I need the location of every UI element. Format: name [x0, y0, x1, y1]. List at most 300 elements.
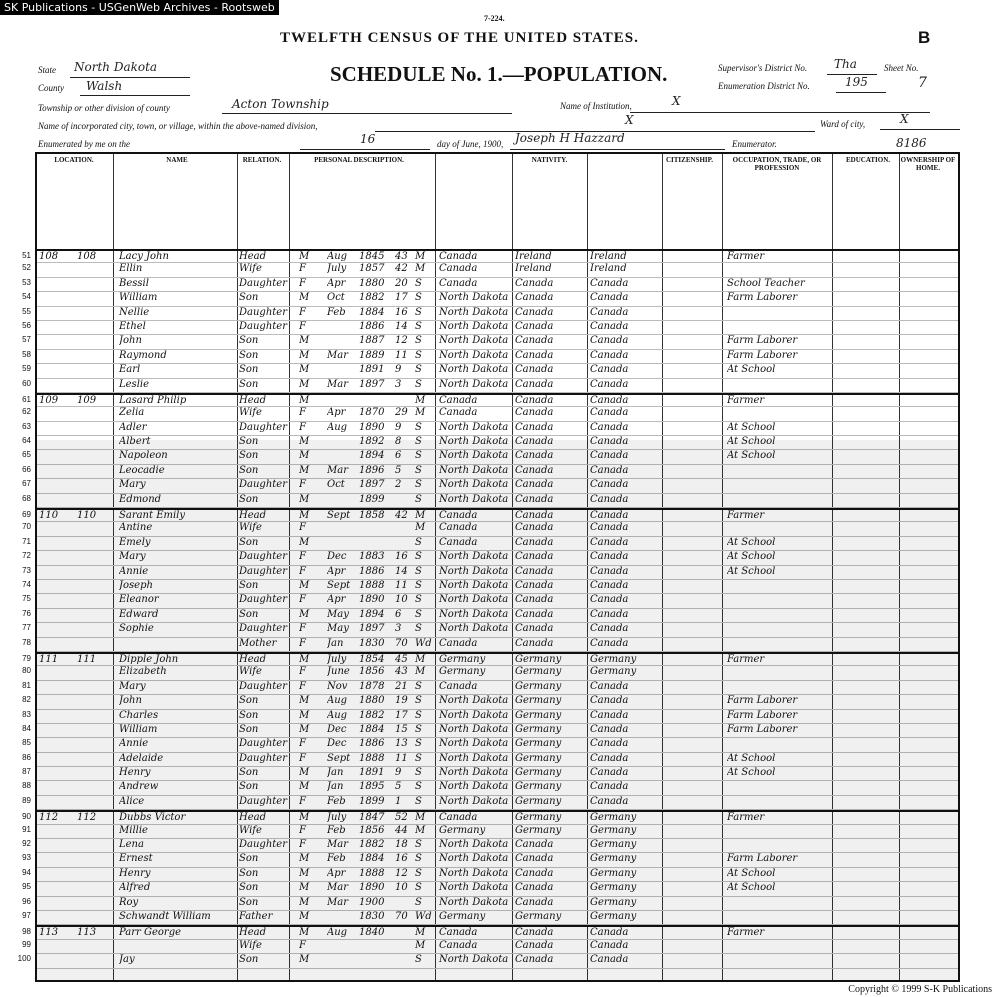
cell-fbp: Germany	[515, 680, 562, 692]
cell-name: Mary	[119, 479, 146, 491]
cell-fbp: Canada	[515, 853, 554, 865]
cell-sex: F	[299, 277, 306, 289]
cell-fbp: Canada	[515, 579, 554, 591]
cell-bp: North Dakota	[439, 450, 509, 462]
cell-sex: M	[299, 927, 310, 939]
cell-occ: Farm Laborer	[727, 853, 798, 865]
census-title: TWELFTH CENSUS OF THE UNITED STATES.	[280, 30, 639, 46]
cell-bp: North Dakota	[439, 464, 509, 476]
cell-fbp: Canada	[515, 927, 554, 939]
cell-rel: Son	[239, 882, 259, 894]
cell-occ: At School	[727, 436, 776, 448]
cell-age: 17	[395, 709, 408, 721]
cell-fbp: Canada	[515, 637, 554, 649]
cell-name: Annie	[119, 565, 149, 577]
cell-cond: S	[415, 292, 422, 304]
cell-cond: S	[415, 306, 422, 318]
cell-by: 1882	[359, 839, 385, 851]
table-row	[22, 522, 958, 536]
cell-bm: Feb	[327, 853, 346, 865]
cell-cond: S	[415, 364, 422, 376]
cell-age: 14	[395, 565, 408, 577]
cell-bm: Sept	[327, 752, 351, 764]
cell-bm: Apr	[327, 407, 346, 419]
cell-name: Albert	[119, 436, 151, 448]
col-ownership: OWNERSHIP OF HOME.	[900, 156, 956, 172]
cell-occ: Farmer	[727, 394, 765, 406]
cell-bm: Aug	[327, 927, 348, 939]
cell-name: Ernest	[119, 853, 153, 865]
line-number: 83	[22, 709, 31, 719]
line-number: 91	[22, 824, 31, 834]
cell-by: 1870	[359, 407, 385, 419]
cell-sex: F	[299, 551, 306, 563]
city-label: Name of incorporated city, town, or village, within the above-named division,	[38, 121, 318, 131]
cell-fbp: Germany	[515, 824, 562, 836]
table-row	[22, 421, 958, 436]
line-number: 58	[22, 349, 31, 359]
cell-sex: M	[299, 378, 310, 390]
cell-fam: 112	[77, 812, 97, 824]
cell-name: Schwandt William	[119, 910, 211, 922]
cell-age: 11	[395, 349, 408, 361]
cell-bm: Jan	[327, 637, 344, 649]
cell-name: Henry	[119, 767, 151, 779]
cell-sex: M	[299, 812, 310, 824]
enumerated-day: 16	[360, 132, 376, 146]
cell-mbp: Canada	[590, 954, 629, 966]
cell-bp: Canada	[439, 680, 478, 692]
cell-age: 3	[395, 623, 402, 635]
table-row	[22, 306, 958, 321]
cell-mbp: Canada	[590, 407, 629, 419]
cell-sex: F	[299, 421, 306, 433]
cell-name: Charles	[119, 709, 159, 721]
cell-occ: Farm Laborer	[727, 723, 798, 735]
cell-cond: S	[415, 464, 422, 476]
cell-age: 44	[395, 824, 408, 836]
cell-sex: M	[299, 896, 310, 908]
cell-rel: Daughter	[239, 320, 287, 332]
table-row	[22, 407, 958, 421]
cell-cond: M	[415, 927, 426, 939]
cell-cond: S	[415, 695, 422, 707]
cell-occ: At School	[727, 450, 776, 462]
cell-rel: Son	[239, 450, 259, 462]
cell-bp: North Dakota	[439, 364, 509, 376]
cell-by: 1830	[359, 637, 385, 649]
table-rows	[17, 249, 958, 969]
cell-cond: S	[415, 738, 422, 750]
cell-fbp: Germany	[515, 666, 562, 678]
col-personal: PERSONAL DESCRIPTION.	[314, 156, 404, 164]
cell-age: 6	[395, 450, 402, 462]
cell-occ: At School	[727, 551, 776, 563]
table-row	[22, 738, 958, 752]
cell-house: 109	[39, 394, 59, 406]
line-number: 80	[22, 666, 31, 676]
cell-mbp: Canada	[590, 421, 629, 433]
cell-name: Andrew	[119, 781, 159, 793]
cell-mbp: Germany	[590, 896, 637, 908]
cell-sex: M	[299, 251, 310, 262]
cell-sex: F	[299, 594, 306, 606]
line-number: 82	[22, 695, 31, 705]
cell-sex: M	[299, 464, 310, 476]
cell-cond: S	[415, 896, 422, 908]
line-number: 93	[22, 853, 31, 863]
cell-by: 1856	[359, 824, 385, 836]
cell-by: 1896	[359, 464, 385, 476]
cell-rel: Wife	[239, 824, 262, 836]
cell-occ: Farmer	[727, 653, 765, 665]
cell-sex: M	[299, 709, 310, 721]
form-number: 7-224.	[484, 14, 505, 23]
line-number: 76	[22, 608, 31, 618]
cell-cond: S	[415, 335, 422, 347]
cell-rel: Son	[239, 896, 259, 908]
cell-rel: Son	[239, 536, 259, 548]
cell-bp: North Dakota	[439, 335, 509, 347]
cell-name: Lena	[119, 839, 144, 851]
col-nativity: NATIVITY.	[531, 156, 568, 164]
cell-sex: F	[299, 306, 306, 318]
sheet-label: Sheet No.	[884, 63, 919, 73]
cell-by: 1830	[359, 910, 385, 922]
cell-cond: S	[415, 436, 422, 448]
col-name: NAME	[166, 156, 188, 164]
cell-by: 1891	[359, 767, 385, 779]
cell-age: 12	[395, 335, 408, 347]
cell-name: Edward	[119, 608, 159, 620]
cell-mbp: Germany	[590, 882, 637, 894]
cell-name: Roy	[119, 896, 139, 908]
cell-cond: S	[415, 623, 422, 635]
cell-by: 1897	[359, 479, 385, 491]
cell-cond: Wd	[415, 637, 432, 649]
table-row	[22, 277, 958, 292]
cell-cond: M	[415, 939, 426, 951]
cell-rel: Daughter	[239, 738, 287, 750]
cell-rel: Daughter	[239, 795, 287, 807]
cell-cond: M	[415, 666, 426, 678]
cell-fbp: Canada	[515, 536, 554, 548]
cell-by: 1894	[359, 450, 385, 462]
line-number: 57	[22, 335, 31, 345]
sheet-value: 7	[918, 75, 927, 91]
cell-cond: S	[415, 493, 422, 505]
cell-by: 1897	[359, 623, 385, 635]
line-number: 61	[22, 394, 31, 404]
cell-mbp: Canada	[590, 795, 629, 807]
cell-name: Parr George	[119, 927, 182, 939]
cell-by: 1892	[359, 436, 385, 448]
cell-bm: Mar	[327, 839, 348, 851]
cell-cond: S	[415, 421, 422, 433]
cell-sex: M	[299, 882, 310, 894]
cell-fbp: Canada	[515, 450, 554, 462]
cell-age: 8	[395, 436, 402, 448]
cell-mbp: Canada	[590, 579, 629, 591]
cell-mbp: Canada	[590, 738, 629, 750]
cell-by: 1858	[359, 510, 385, 522]
supervisor-value: Tha	[834, 57, 857, 71]
cell-bp: Germany	[439, 666, 486, 678]
cell-by: 1883	[359, 551, 385, 563]
cell-cond: M	[415, 510, 426, 522]
cell-mbp: Canada	[590, 680, 629, 692]
cell-sex: M	[299, 954, 310, 966]
cell-bp: North Dakota	[439, 479, 509, 491]
cell-rel: Head	[239, 812, 267, 824]
table-row	[22, 839, 958, 853]
cell-rel: Son	[239, 781, 259, 793]
cell-fam: 113	[77, 927, 97, 939]
cell-rel: Son	[239, 436, 259, 448]
cell-by: 1857	[359, 263, 385, 275]
cell-name: Raymond	[119, 349, 167, 361]
cell-mbp: Germany	[590, 812, 637, 824]
cell-mbp: Canada	[590, 450, 629, 462]
cell-bp: Canada	[439, 251, 478, 262]
col-education: EDUCATION.	[845, 156, 890, 164]
cell-age: 43	[395, 251, 408, 262]
cell-rel: Head	[239, 394, 267, 406]
cell-bp: North Dakota	[439, 306, 509, 318]
cell-age: 11	[395, 752, 408, 764]
cell-rel: Son	[239, 335, 259, 347]
table-row	[22, 536, 958, 551]
cell-fbp: Canada	[515, 306, 554, 318]
cell-fbp: Germany	[515, 752, 562, 764]
cell-bp: North Dakota	[439, 436, 509, 448]
cell-rel: Daughter	[239, 551, 287, 563]
cell-sex: M	[299, 510, 310, 522]
cell-fbp: Canada	[515, 364, 554, 376]
cell-bm: July	[327, 653, 347, 665]
cell-occ: Farmer	[727, 251, 765, 262]
cell-fbp: Canada	[515, 608, 554, 620]
cell-age: 5	[395, 464, 402, 476]
table-row	[22, 349, 958, 364]
table-row	[22, 249, 958, 263]
line-number: 89	[22, 795, 31, 805]
cell-cond: S	[415, 450, 422, 462]
cell-by: 1880	[359, 695, 385, 707]
cell-rel: Son	[239, 867, 259, 879]
cell-cond: S	[415, 752, 422, 764]
cell-age: 6	[395, 608, 402, 620]
institution-label: Name of Institution,	[560, 101, 632, 111]
cell-mbp: Canada	[590, 709, 629, 721]
cell-mbp: Canada	[590, 608, 629, 620]
cell-fbp: Germany	[515, 723, 562, 735]
cell-fbp: Canada	[515, 335, 554, 347]
cell-rel: Wife	[239, 407, 262, 419]
cell-by: 1890	[359, 882, 385, 894]
cell-cond: S	[415, 882, 422, 894]
line-number: 59	[22, 364, 31, 374]
cell-rel: Daughter	[239, 623, 287, 635]
county-label: County	[38, 83, 64, 93]
cell-mbp: Canada	[590, 364, 629, 376]
ward-label: Ward of city,	[820, 119, 866, 129]
cell-bp: North Dakota	[439, 839, 509, 851]
cell-by: 1856	[359, 666, 385, 678]
table-row	[22, 335, 958, 349]
cell-occ: At School	[727, 536, 776, 548]
cell-by: 1888	[359, 579, 385, 591]
cell-fbp: Canada	[515, 867, 554, 879]
cell-sex: M	[299, 608, 310, 620]
cell-bp: Canada	[439, 263, 478, 275]
cell-rel: Daughter	[239, 839, 287, 851]
cell-mbp: Canada	[590, 551, 629, 563]
cell-bp: North Dakota	[439, 738, 509, 750]
cell-occ: At School	[727, 752, 776, 764]
line-number: 94	[22, 867, 31, 877]
cell-by: 1900	[359, 896, 385, 908]
cell-name: Dubbs Victor	[119, 812, 186, 824]
cell-cond: S	[415, 320, 422, 332]
cell-rel: Head	[239, 510, 267, 522]
table-row	[22, 939, 958, 954]
cell-by: 1894	[359, 608, 385, 620]
cell-rel: Son	[239, 723, 259, 735]
table-row	[22, 781, 958, 795]
col-citizenship: CITIZENSHIP.	[665, 156, 713, 164]
cell-fbp: Canada	[515, 623, 554, 635]
line-number: 65	[22, 450, 31, 460]
cell-bp: North Dakota	[439, 608, 509, 620]
line-number: 98	[22, 927, 31, 937]
cell-bm: Jan	[327, 767, 344, 779]
cell-age: 70	[395, 637, 408, 649]
cell-name: Henry	[119, 867, 151, 879]
cell-name: John	[119, 335, 142, 347]
line-number: 72	[22, 551, 31, 561]
cell-age: 16	[395, 551, 408, 563]
cell-by: 1880	[359, 277, 385, 289]
line-number: 85	[22, 738, 31, 748]
cell-name: Bessil	[119, 277, 149, 289]
cell-rel: Son	[239, 378, 259, 390]
cell-rel: Head	[239, 251, 267, 262]
cell-fbp: Ireland	[515, 263, 552, 275]
cell-rel: Son	[239, 709, 259, 721]
cell-mbp: Canada	[590, 594, 629, 606]
cell-bp: Canada	[439, 277, 478, 289]
cell-bm: Oct	[327, 292, 345, 304]
cell-bm: Feb	[327, 306, 346, 318]
cell-bm: Jan	[327, 781, 344, 793]
cell-bm: Apr	[327, 277, 346, 289]
cell-fbp: Canada	[515, 510, 554, 522]
cell-by: 1887	[359, 335, 385, 347]
cell-name: Napoleon	[119, 450, 168, 462]
cell-fbp: Ireland	[515, 251, 552, 262]
table-row	[22, 637, 958, 652]
col-location: LOCATION.	[54, 156, 94, 164]
table-row	[22, 393, 958, 407]
line-number: 92	[22, 839, 31, 849]
cell-fbp: Canada	[515, 464, 554, 476]
cell-bp: Canada	[439, 522, 478, 534]
line-number: 100	[17, 954, 31, 964]
cell-sex: M	[299, 781, 310, 793]
cell-bp: Canada	[439, 637, 478, 649]
cell-age: 45	[395, 653, 408, 665]
cell-fbp: Canada	[515, 394, 554, 406]
cell-mbp: Canada	[590, 493, 629, 505]
cell-bm: Aug	[327, 421, 348, 433]
ed-value: 195	[845, 75, 868, 89]
cell-name: Sarant Emily	[119, 510, 186, 522]
cell-fam: 111	[77, 653, 97, 665]
cell-bm: Aug	[327, 709, 348, 721]
township-label: Township or other division of county	[38, 103, 170, 113]
cell-rel: Father	[239, 910, 273, 922]
cell-age: 43	[395, 666, 408, 678]
line-number: 56	[22, 320, 31, 330]
cell-occ: At School	[727, 767, 776, 779]
cell-bp: North Dakota	[439, 723, 509, 735]
cell-bp: North Dakota	[439, 695, 509, 707]
cell-cond: S	[415, 781, 422, 793]
cell-name: Millie	[119, 824, 148, 836]
cell-bp: North Dakota	[439, 896, 509, 908]
cell-rel: Son	[239, 853, 259, 865]
cell-bm: Mar	[327, 896, 348, 908]
enumerator-label: Enumerator.	[732, 139, 777, 149]
cell-rel: Daughter	[239, 479, 287, 491]
cell-name: Joseph	[119, 579, 153, 591]
table-row	[22, 579, 958, 594]
cell-age: 17	[395, 292, 408, 304]
cell-mbp: Canada	[590, 565, 629, 577]
line-number: 99	[22, 939, 31, 949]
table-row	[22, 752, 958, 767]
cell-mbp: Canada	[590, 781, 629, 793]
table-row	[22, 364, 958, 378]
cell-fbp: Germany	[515, 653, 562, 665]
table-row	[22, 695, 958, 709]
cell-fbp: Canada	[515, 551, 554, 563]
line-number: 81	[22, 680, 31, 690]
cell-bp: Canada	[439, 812, 478, 824]
cell-sex: M	[299, 695, 310, 707]
cell-by: 1890	[359, 594, 385, 606]
table-row	[22, 824, 958, 839]
cell-sex: F	[299, 824, 306, 836]
cell-age: 70	[395, 910, 408, 922]
cell-fbp: Canada	[515, 349, 554, 361]
cell-rel: Head	[239, 927, 267, 939]
cell-cond: S	[415, 536, 422, 548]
cell-fbp: Germany	[515, 709, 562, 721]
cell-name: Ellin	[119, 263, 143, 275]
cell-bp: North Dakota	[439, 853, 509, 865]
table-row	[22, 652, 958, 666]
table-row	[22, 910, 958, 925]
cell-bm: Nov	[327, 680, 348, 692]
cell-sex: F	[299, 939, 306, 951]
cell-fbp: Canada	[515, 522, 554, 534]
cell-bp: North Dakota	[439, 594, 509, 606]
cell-by: 1884	[359, 723, 385, 735]
table-row	[22, 263, 958, 277]
cell-by: 1897	[359, 378, 385, 390]
